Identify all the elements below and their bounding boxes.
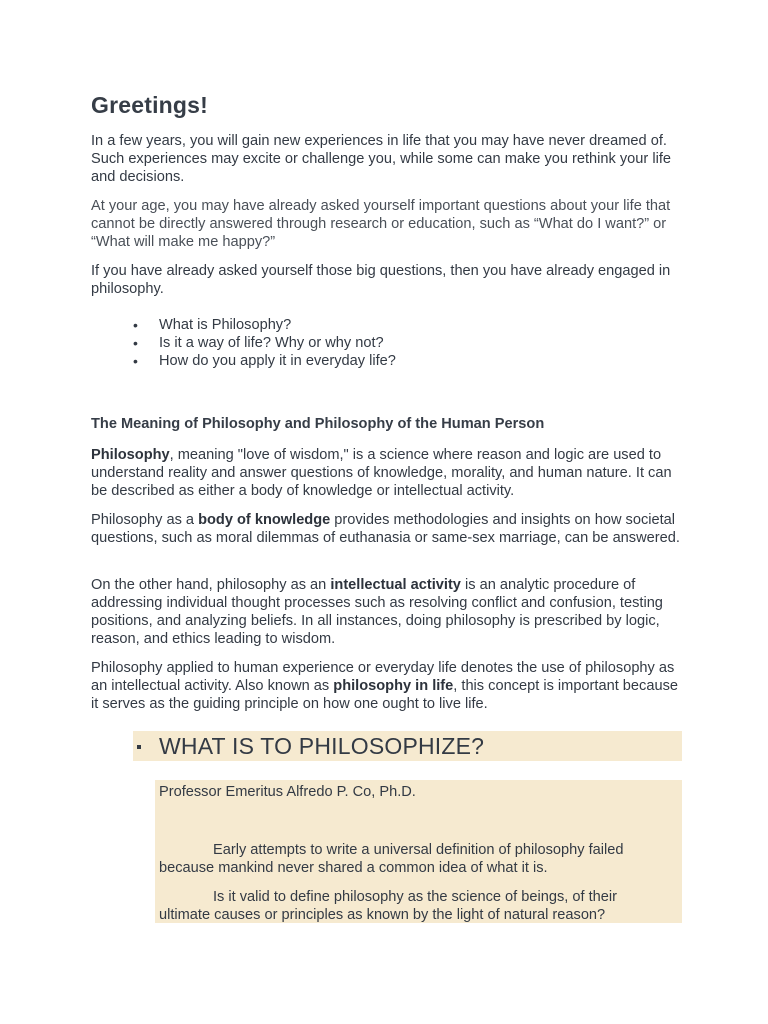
list-item-text: How do you apply it in everyday life?: [159, 353, 396, 369]
bullet-icon: •: [133, 353, 138, 369]
list-item: [91, 352, 651, 370]
intro-paragraph-3: If you have already asked yourself those big questions, then you have already engaged in philosophy.: [91, 263, 671, 297]
highlighted-heading: WHAT IS TO PHILOSOPHIZE?: [159, 733, 485, 759]
quote-paragraph-1: Early attempts to write a universal definition of philosophy failed because mankind never shared a common idea of what it is.: [159, 842, 624, 876]
philosophy-definition-paragraph: Philosophy, meaning "love of wisdom," is a science where reason and logic are used to understand reality and answer questions of knowledge, morality, and human nature. It can be described as either a body of knowledge or intellectual activity.: [91, 447, 672, 499]
intro-paragraph-1: In a few years, you will gain new experiences in life that you may have never dreamed of. Such experiences may excite or challenge you, while some can make you rethink your life and decisions.: [91, 133, 671, 185]
questions-list: [91, 316, 651, 370]
bold-term: Philosophy: [91, 447, 170, 463]
bullet-icon: •: [133, 317, 138, 333]
body-of-knowledge-paragraph: Philosophy as a body of knowledge provides methodologies and insights on how societal questions, such as moral dilemmas of euthanasia or same-sex marriage, can be answered.: [91, 512, 680, 546]
highlighted-quote-box: [155, 780, 682, 923]
philosophy-in-life-paragraph: Philosophy applied to human experience or everyday life denotes the use of philosophy as an intellectual activity. Also known as philosophy in life, this concept is important because it serves as the guiding principle on how one ought to live life.: [91, 660, 678, 712]
quote-paragraph-2: Is it valid to define philosophy as the science of beings, of their ultimate causes or principles as known by the light of natural reason?: [159, 889, 618, 923]
bold-term: body of knowledge: [198, 512, 331, 528]
greeting-heading: Greetings!: [91, 92, 209, 118]
highlighted-heading-block: [133, 731, 682, 761]
intellectual-activity-paragraph: On the other hand, philosophy as an intellectual activity is an analytic procedure of addressing individual thought processes such as resolving conflict and confusion, testing positions, and analyzing beliefs. In all instances, doing philosophy is prescribed by logic, reason, and ethics leading to wisdom.: [91, 577, 663, 647]
bold-term: intellectual activity: [330, 577, 461, 593]
list-item: [91, 334, 651, 352]
list-item-text: What is Philosophy?: [159, 317, 292, 333]
list-item: [91, 316, 651, 334]
bold-term: philosophy in life: [333, 678, 454, 694]
author-line: Professor Emeritus Alfredo P. Co, Ph.D.: [159, 784, 416, 800]
bullet-icon: •: [133, 335, 138, 351]
intro-paragraph-2: At your age, you may have already asked yourself important questions about your life that cannot be directly answered through research or education, such as “What do I want?” or “What will make me happy?”: [91, 198, 671, 250]
square-bullet-icon: [137, 745, 141, 749]
list-item-text: Is it a way of life? Why or why not?: [159, 335, 384, 351]
section-title: The Meaning of Philosophy and Philosophy of the Human Person: [91, 416, 545, 432]
